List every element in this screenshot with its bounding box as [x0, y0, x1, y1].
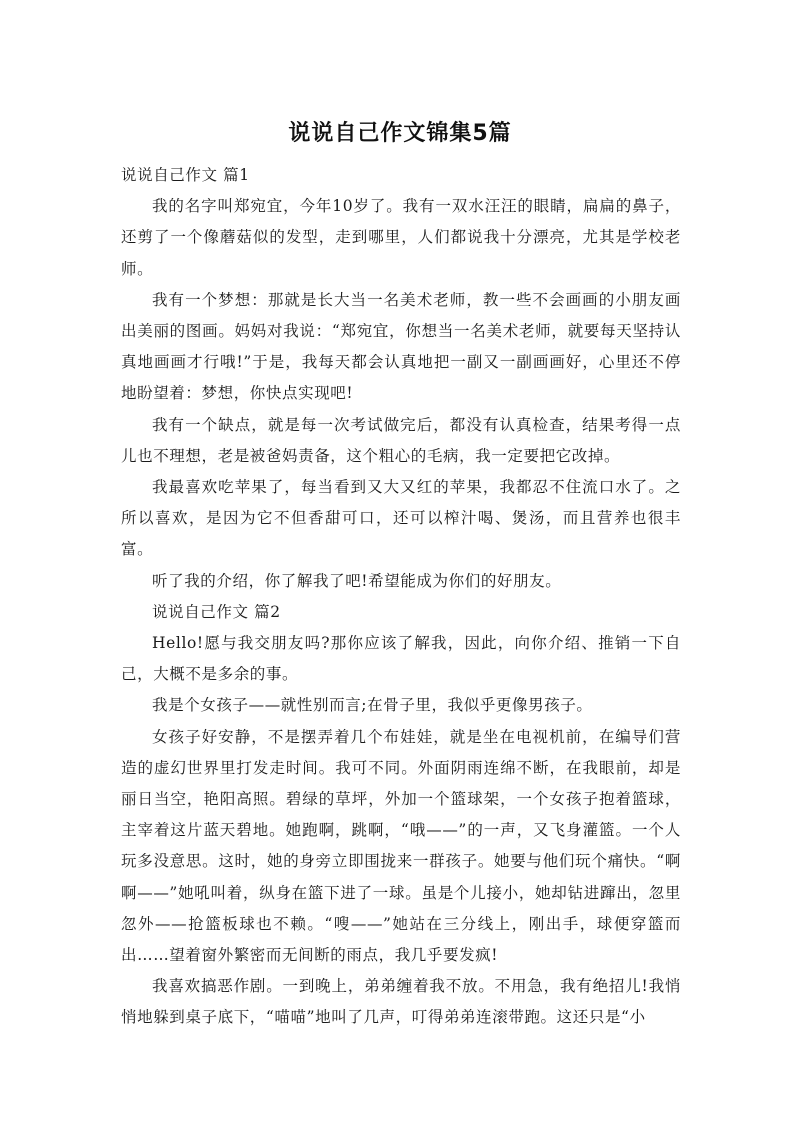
paragraph: 我最喜欢吃苹果了，每当看到又大又红的苹果，我都忍不住流口水了。之所以喜欢，是因为它不但香甜可口，还可以榨汁喝、煲汤，而且营养也很丰富。: [121, 478, 681, 559]
document-body: [121, 160, 681, 1034]
section-heading: 说说自己作文 篇1: [121, 166, 250, 184]
paragraph: Hello!愿与我交朋友吗?那你应该了解我，因此，向你介绍、推销一下自己，大概不是多余的事。: [121, 634, 681, 684]
document-title: 说说自己作文锦集5篇: [288, 121, 512, 146]
paragraph: 女孩子好安静，不是摆弄着几个布娃娃，就是坐在电视机前，在编导们营造的虚幻世界里打发走时间。我可不同。外面阴雨连绵不断，在我眼前，却是丽日当空，艳阳高照。碧绿的草坪，外加一个篮球架，一个女孩子抱着篮球，主宰着这片蓝天碧地。她跑啊，跳啊，“哦——”的一声，又飞身灌篮。一个人玩多没意思。这时，她的身旁立即围拢来一群孩子。她要与他们玩个痛快。“啊啊——”她吼叫着，纵身在篮下进了一球。虽是个儿接小，她却钻进蹿出，忽里忽外——抢篮板球也不赖。“嗖——”她站在三分线上，刚出手，球便穿篮而出……望着窗外繁密而无间断的雨点，我几乎要发疯!: [121, 727, 681, 965]
paragraph: 我的名字叫郑宛宜，今年10岁了。我有一双水汪汪的眼睛，扁扁的鼻子，还剪了一个像蘑菇似的发型，走到哪里，人们都说我十分漂亮，尤其是学校老师。: [121, 197, 681, 278]
paragraph: 我有一个梦想：那就是长大当一名美术老师，教一些不会画画的小朋友画出美丽的图画。妈妈对我说：“郑宛宜，你想当一名美术老师，就要每天坚持认真地画画才行哦!”于是，我每天都会认真地把一副又一副画画好，心里还不停地盼望着：梦想，你快点实现吧!: [121, 290, 681, 403]
section-heading: 说说自己作文 篇2: [152, 602, 281, 621]
paragraph: 我喜欢搞恶作剧。一到晚上，弟弟缠着我不放。不用急，我有绝招儿!我悄悄地躲到桌子底下，“喵喵”地叫了几声，叮得弟弟连滚带跑。这还只是“小: [121, 977, 681, 1027]
paragraph: 听了我的介绍，你了解我了吧!希望能成为你们的好朋友。: [152, 571, 562, 590]
paragraph: 我有一个缺点，就是每一次考试做完后，都没有认真检查，结果考得一点儿也不理想，老是被爸妈责备，这个粗心的毛病，我一定要把它改掉。: [121, 415, 681, 465]
paragraph: 我是个女孩子——就性别而言;在骨子里，我似乎更像男孩子。: [152, 696, 593, 715]
